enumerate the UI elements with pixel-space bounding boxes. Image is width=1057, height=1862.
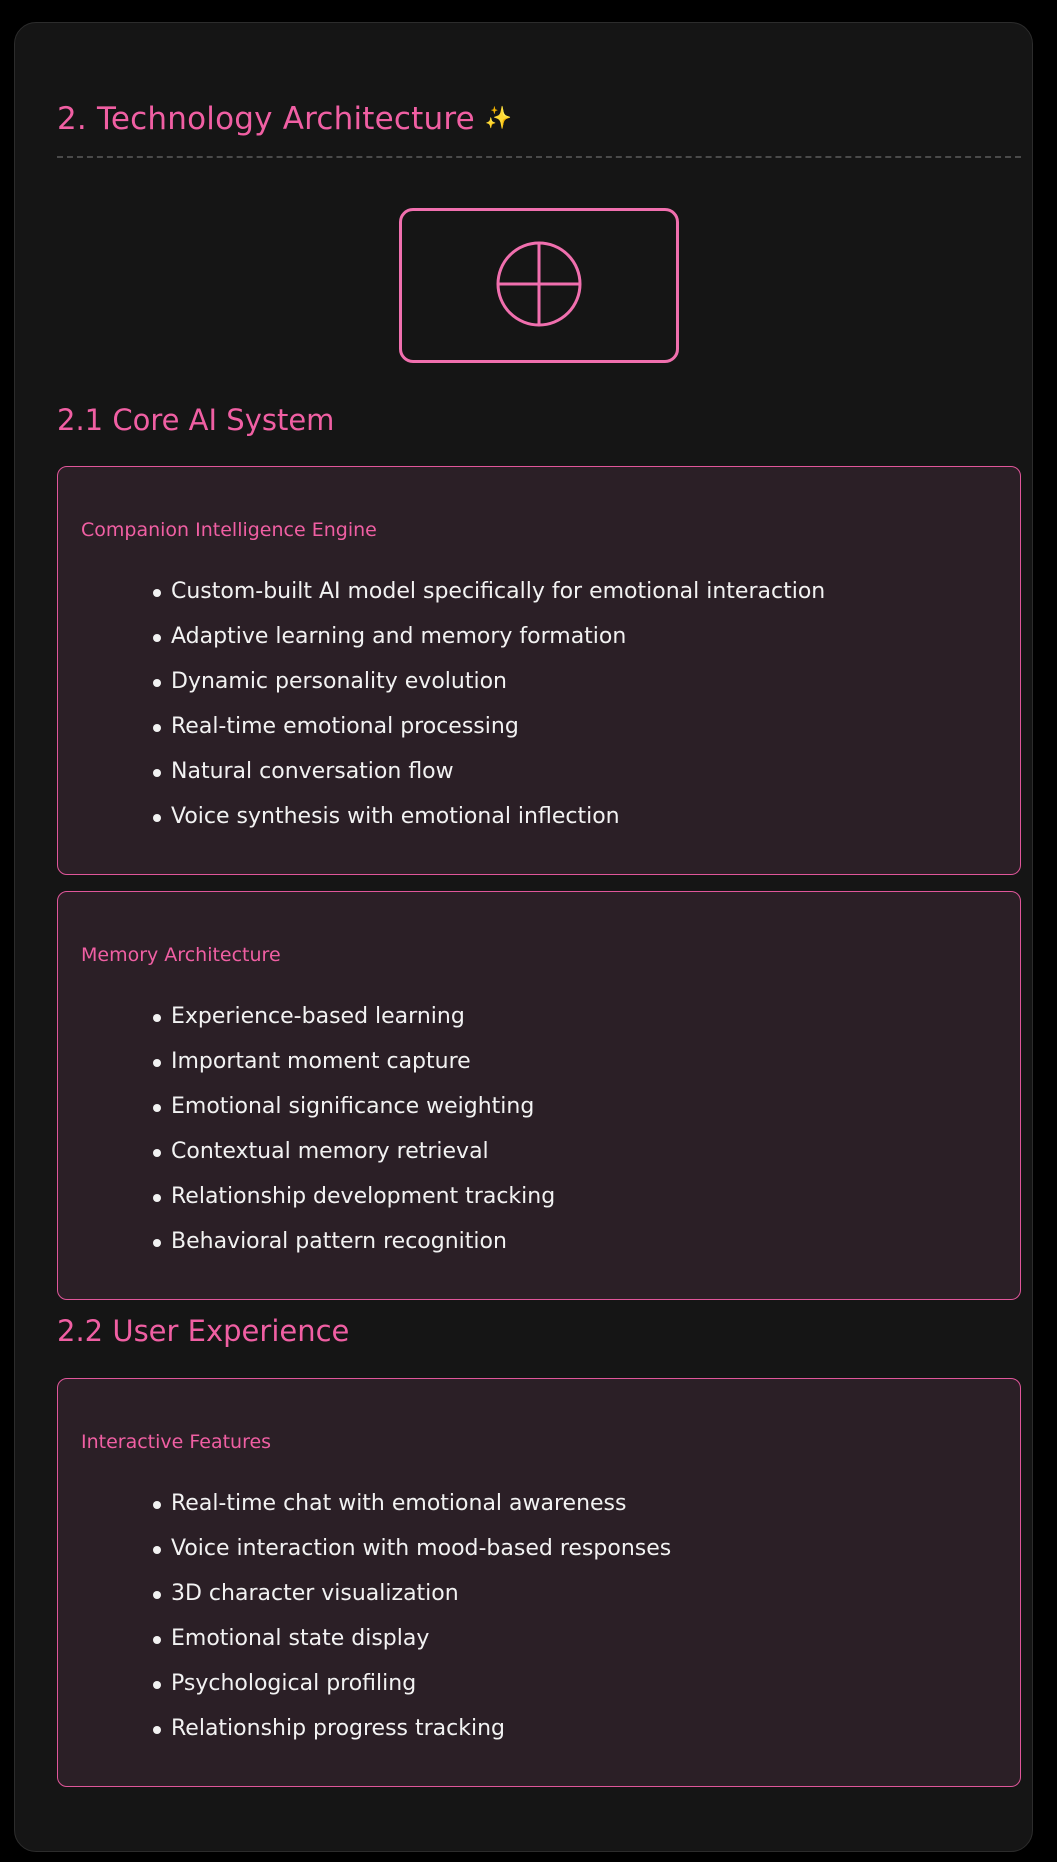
card-title: Memory Architecture [81,944,281,966]
crosshair-circle-icon [496,241,582,327]
list-item: Dynamic personality evolution [171,659,825,704]
sparkles-icon: ✨ [484,106,513,131]
list-item: Experience-based learning [171,994,555,1039]
feature-list [171,569,825,839]
list-item: Behavioral pattern recognition [171,1219,555,1264]
section-title-text: 2. Technology Architecture [57,101,475,137]
list-item: 3D character visualization [171,1571,671,1616]
list-item: Relationship development tracking [171,1174,555,1219]
card-companion-intelligence-engine [57,466,1021,875]
subsection-title-user-experience: 2.2 User Experience [57,1314,350,1348]
list-item: Emotional significance weighting [171,1084,555,1129]
list-item: Custom-built AI model specifically for emotional interaction [171,569,825,614]
list-item: Contextual memory retrieval [171,1129,555,1174]
list-item: Emotional state display [171,1616,671,1661]
list-item: Voice synthesis with emotional inflection [171,794,825,839]
list-item: Real-time emotional processing [171,704,825,749]
card-interactive-features [57,1378,1021,1787]
card-memory-architecture [57,891,1021,1300]
list-item: Natural conversation flow [171,749,825,794]
feature-list [171,1481,671,1751]
list-item: Relationship progress tracking [171,1706,671,1751]
architecture-hero-frame [399,208,679,363]
dashed-divider [57,156,1021,158]
list-item: Voice interaction with mood-based responses [171,1526,671,1571]
feature-list [171,994,555,1264]
subsection-title-core-ai: 2.1 Core AI System [57,403,335,437]
card-title: Interactive Features [81,1431,272,1453]
list-item: Real-time chat with emotional awareness [171,1481,671,1526]
list-item: Important moment capture [171,1039,555,1084]
list-item: Psychological profiling [171,1661,671,1706]
list-item: Adaptive learning and memory formation [171,614,825,659]
section-title [57,101,513,137]
document-card [14,22,1033,1852]
card-title: Companion Intelligence Engine [81,519,377,541]
